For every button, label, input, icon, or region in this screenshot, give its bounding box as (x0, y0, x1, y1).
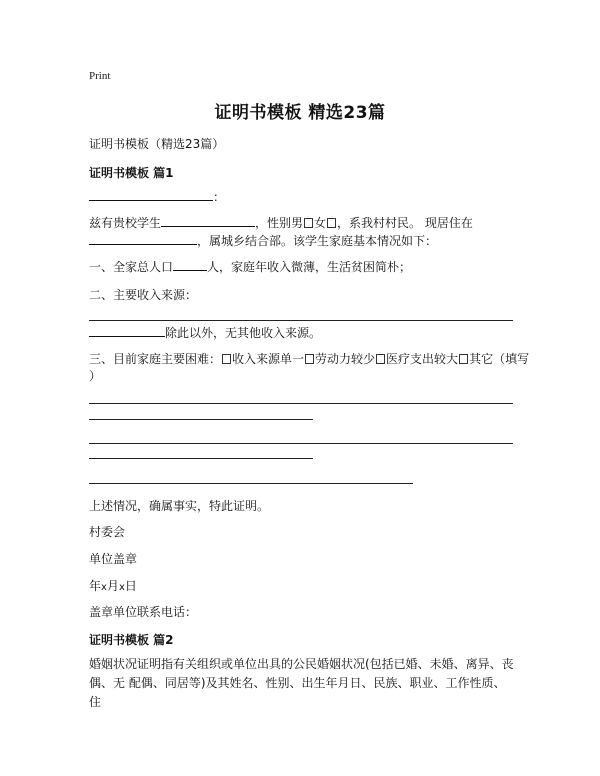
org-text: 村委会 (89, 525, 126, 539)
intro-text-b: ，性别男 (255, 216, 304, 230)
intro-text-e: ，属城乡结合部。该学生家庭基本情况如下： (197, 234, 438, 248)
confirm-text: 上述情况，确属事实，特此证明。 (89, 499, 270, 513)
blank-field (89, 232, 197, 245)
item2-cont-text: 除此以外，无其他收入来源。 (165, 326, 322, 340)
item-2-continued (89, 324, 321, 341)
blank-field (89, 188, 213, 201)
date-x2: x (118, 582, 125, 593)
page-title: 证明书模板 精选23篇 (214, 103, 386, 123)
section2-paragraph: 婚姻状况证明指有关组织或单位出具的公民婚姻状况(包括已婚、未婚、离异、丧偶、无 配偶、同居等)及其姓名、性别、出生年月日、民族、职业、工作性质、住 (89, 657, 514, 709)
blank-line (89, 483, 413, 484)
item3-text-d: 医疗支出较大 (386, 352, 459, 366)
item1-text-b: 人，家庭年收入微薄，生活贫困简朴； (207, 260, 412, 274)
intro-line-1 (89, 214, 473, 231)
item3-text-a: 三、目前家庭主要困难： (89, 352, 222, 366)
item3-text-b: 收入来源单一 (232, 352, 305, 366)
intro-text-a: 兹有贵校学生 (89, 216, 162, 230)
item-1 (89, 258, 411, 275)
colon-text: ： (213, 190, 226, 204)
item1-text-a: 一、全家总人口 (89, 260, 174, 274)
date-month: 月 (106, 579, 119, 593)
checkbox-female[interactable] (327, 218, 336, 228)
item-3-close: ） (89, 369, 102, 383)
blank-line (89, 458, 313, 459)
phone-text: 盖章单位联系电话： (89, 605, 198, 619)
date-line (89, 577, 137, 594)
checkbox-other[interactable] (459, 354, 468, 364)
item-2: 二、主要收入来源： (89, 288, 198, 302)
date-year: 年 (89, 579, 102, 593)
print-label[interactable]: Print (89, 70, 111, 82)
intro-line-2 (89, 232, 437, 249)
seal-text: 单位盖章 (89, 552, 138, 566)
blank-line (89, 443, 513, 444)
item-3 (89, 350, 529, 367)
section-heading-2: 证明书模板 篇2 (89, 633, 174, 647)
intro-text-d: ，系我村村民。 现居住在 (337, 216, 473, 230)
blank-line (89, 320, 513, 321)
addressee-line (89, 188, 225, 205)
item3-text-c: 劳动力较少 (315, 352, 376, 366)
date-day: 日 (124, 579, 137, 593)
blank-field (161, 214, 255, 227)
subtitle: 证明书模板（精选23篇） (89, 137, 225, 151)
item3-text-e: 其它（填写 (469, 352, 530, 366)
blank-line (89, 419, 313, 420)
checkbox-medical[interactable] (376, 354, 385, 364)
checkbox-few-labor[interactable] (305, 354, 314, 364)
checkbox-male[interactable] (304, 218, 313, 228)
blank-field (89, 324, 165, 337)
blank-line (89, 403, 513, 404)
intro-text-c: 女 (314, 216, 327, 230)
checkbox-single-income[interactable] (222, 354, 231, 364)
blank-field (173, 258, 207, 271)
section-heading-1: 证明书模板 篇1 (89, 166, 174, 180)
date-x1: x (101, 582, 107, 593)
